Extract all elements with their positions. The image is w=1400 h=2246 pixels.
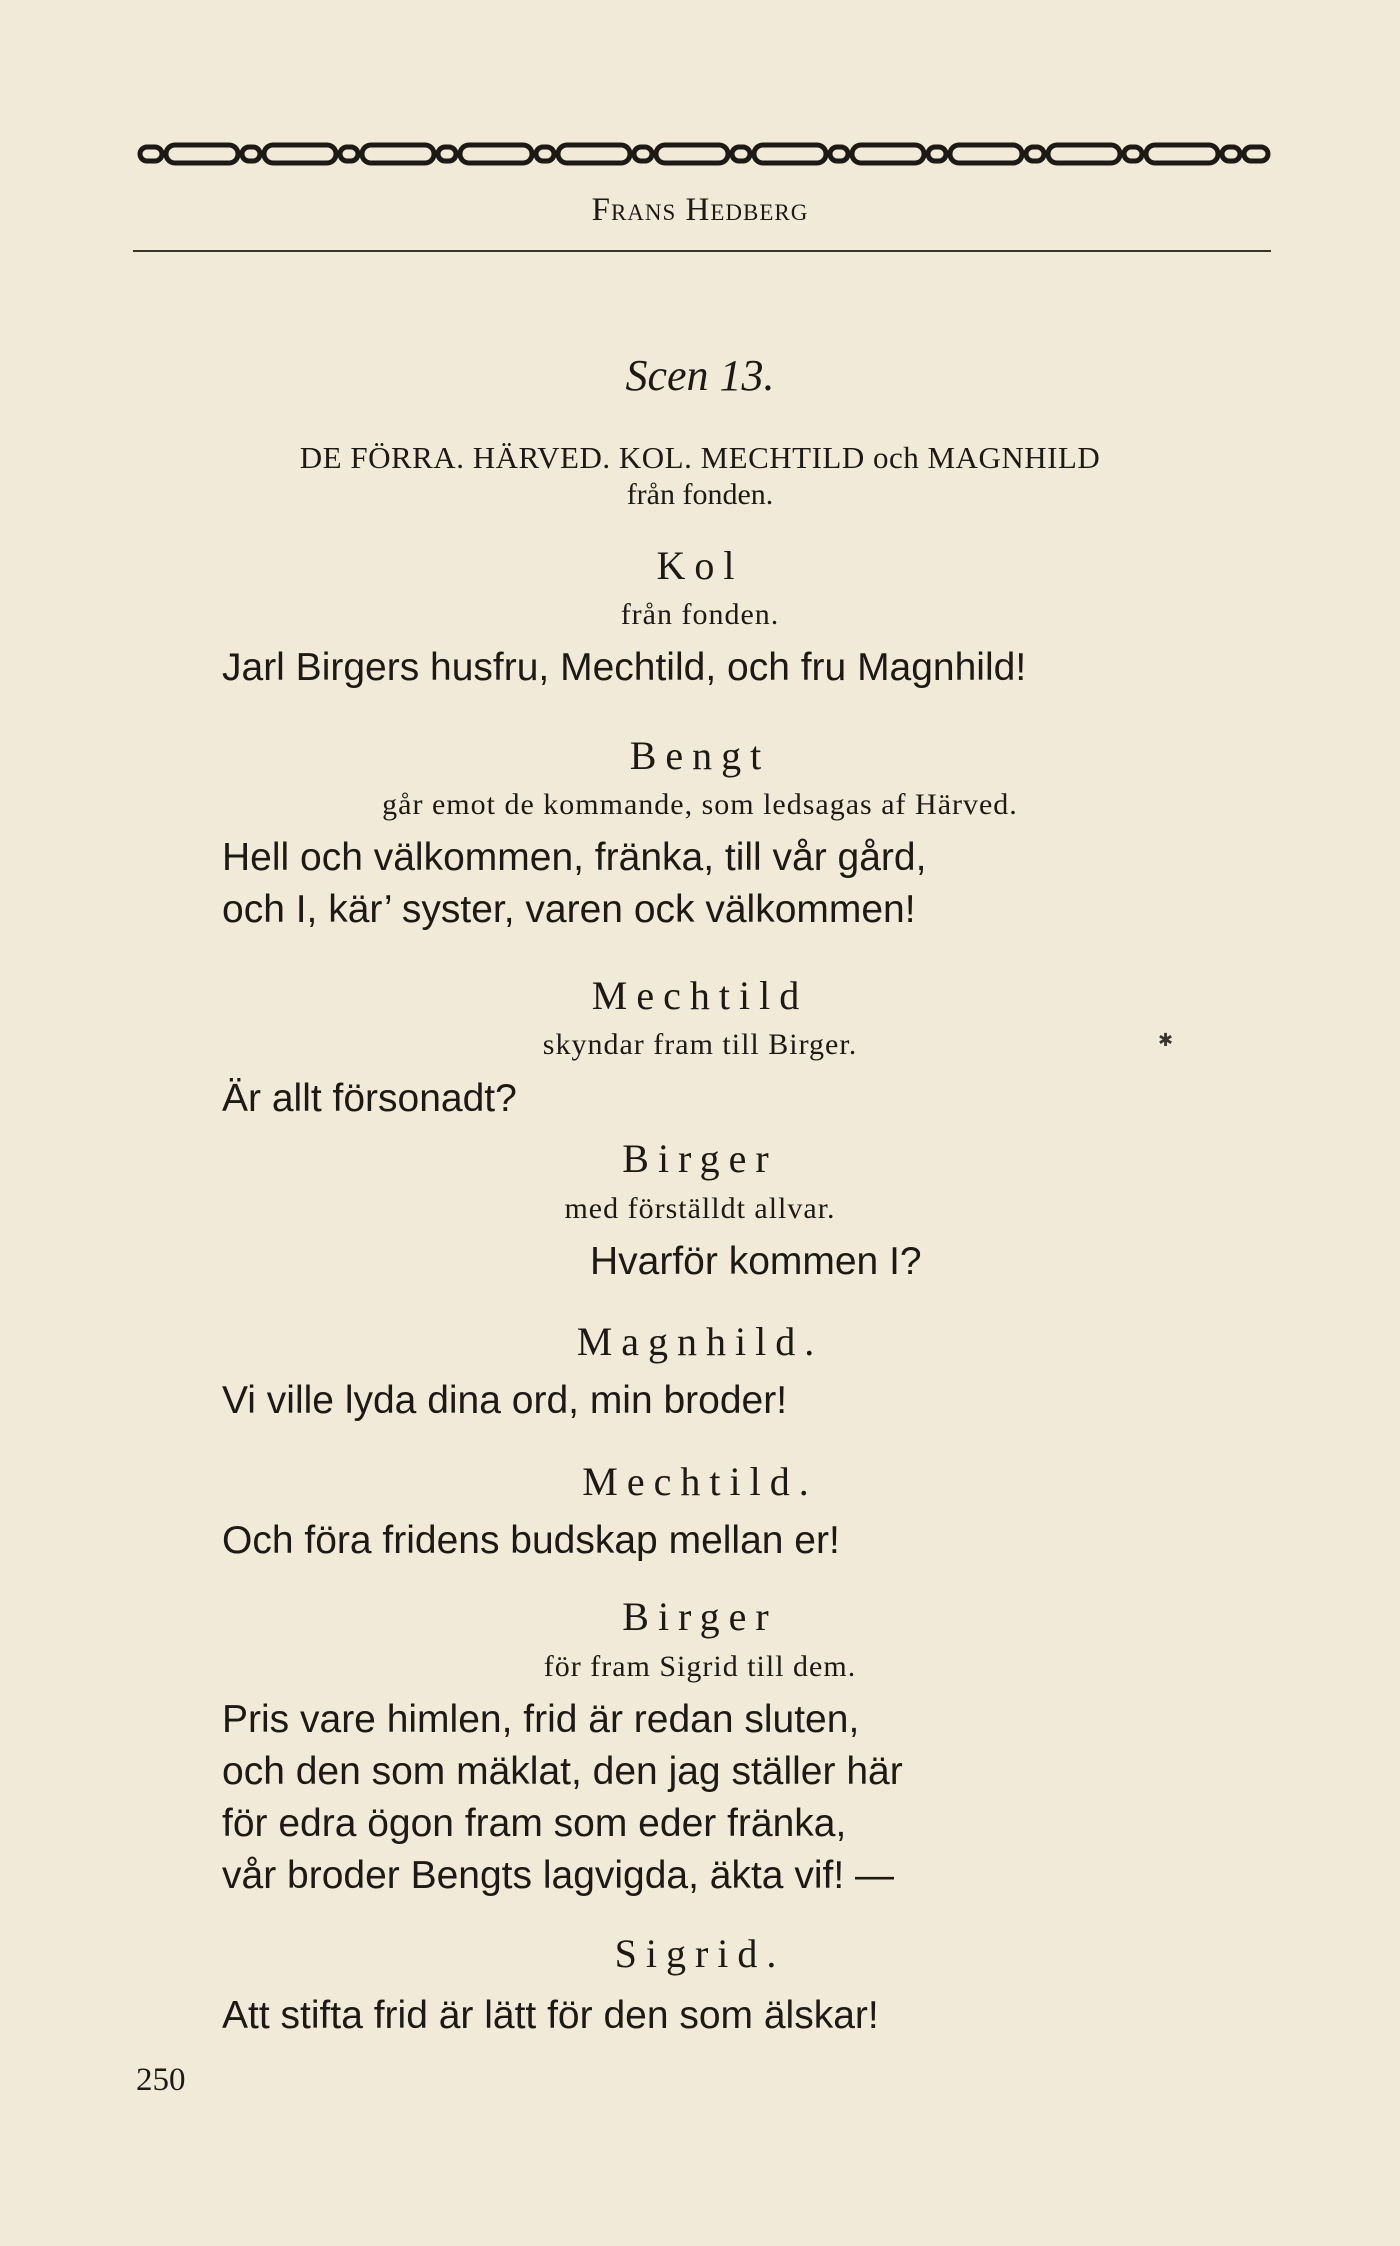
verse-line: Hell och välkommen, fränka, till vår gård, [222, 836, 927, 879]
verse-block [222, 1694, 903, 1902]
cast-list: DE FÖRRA. HÄRVED. KOL. MECHTILD och MAGNHILD [299, 440, 1101, 475]
speaker-name: Mechtild. [582, 1459, 818, 1504]
verse-line: Pris vare himlen, frid är redan sluten, [222, 1698, 860, 1741]
verse-line: för edra ögon fram som eder fränka, [222, 1802, 847, 1845]
page-number: 250 [136, 2062, 186, 2098]
verse-block [222, 1375, 787, 1427]
verse-line: vår broder Bengts lagvigda, äkta vif! — [222, 1854, 895, 1897]
speaker-name: Magnhild. [576, 1319, 824, 1364]
verse-line: Är allt försonadt? [222, 1077, 517, 1120]
verse-line: Hvarför kommen I? [590, 1240, 922, 1283]
stage-direction: med förställdt allvar. [564, 1192, 836, 1225]
stage-direction: går emot de kommande, som ledsagas af Härved. [382, 788, 1018, 821]
verse-block [222, 642, 1026, 694]
verse-line: och den som mäklat, den jag ställer här [222, 1750, 903, 1793]
speaker-name: Kol [656, 543, 744, 588]
speaker-name: Mechtild [591, 973, 809, 1018]
speaker-name: Birger [622, 1594, 778, 1639]
ornamental-chain-border [136, 142, 1274, 166]
verse-line: Vi ville lyda dina ord, min broder! [222, 1379, 788, 1422]
stage-direction: för fram Sigrid till dem. [543, 1650, 857, 1683]
cast-direction: från fonden. [626, 478, 774, 511]
verse-block [222, 1990, 879, 2042]
speaker-name: Bengt [629, 733, 771, 778]
printer-mark: ✱ [1158, 1030, 1174, 1050]
stage-direction: från fonden. [620, 598, 780, 631]
header-rule [133, 250, 1271, 252]
verse-line: och I, kär’ syster, varen ock välkommen! [222, 888, 916, 931]
verse-block [222, 832, 926, 936]
verse-line: Och föra fridens budskap mellan er! [222, 1519, 840, 1562]
speaker-name: Birger [622, 1136, 778, 1181]
verse-line: Att stifta frid är lätt för den som älskar! [222, 1994, 879, 2037]
stage-direction: skyndar fram till Birger. [542, 1028, 858, 1061]
verse-block [222, 1515, 840, 1567]
verse-line: Jarl Birgers husfru, Mechtild, och fru Magnhild! [222, 646, 1027, 689]
verse-block [590, 1236, 922, 1288]
speaker-name: Sigrid. [614, 1931, 786, 1976]
running-head: Frans Hedberg [591, 192, 809, 228]
scene-title: Scen 13. [625, 351, 775, 400]
verse-block [222, 1073, 517, 1125]
